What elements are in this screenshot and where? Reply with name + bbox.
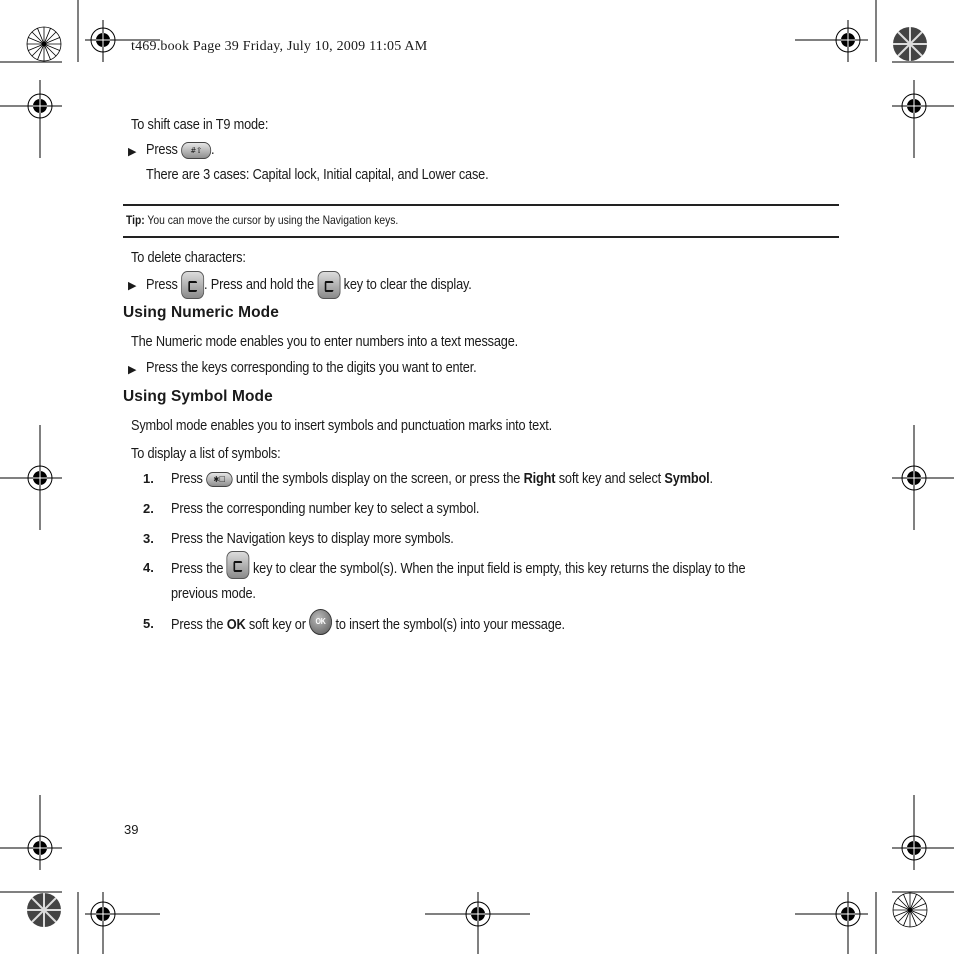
tip-box bbox=[123, 204, 839, 238]
tip-text bbox=[126, 213, 398, 227]
numeric-mode-body: The Numeric mode enables you to enter numbers into a text message. bbox=[131, 334, 518, 350]
shift-case-step bbox=[146, 141, 214, 159]
step-text: soft key or bbox=[248, 616, 306, 633]
print-header-stamp: t469.book Page 39 Friday, July 10, 2009 11:05 AM bbox=[131, 39, 428, 54]
period: . bbox=[211, 142, 215, 158]
tip-label: Tip: bbox=[126, 213, 145, 227]
step-text: Press bbox=[171, 471, 203, 487]
shift-case-intro: To shift case in T9 mode: bbox=[131, 117, 269, 133]
step-text: soft key and select bbox=[558, 471, 662, 487]
delete-step bbox=[146, 271, 472, 299]
numeric-mode-heading: Using Numeric Mode bbox=[123, 304, 279, 321]
clear-key-icon bbox=[181, 271, 204, 299]
delete-end: key to clear the display. bbox=[343, 276, 472, 293]
step-number: 5. bbox=[143, 616, 154, 631]
symbol-step-2: Press the corresponding number key to select a symbol. bbox=[171, 501, 480, 517]
symbol-step-5 bbox=[171, 615, 565, 635]
step-number: 3. bbox=[143, 531, 154, 546]
step-number: 2. bbox=[143, 501, 154, 516]
step-number: 1. bbox=[143, 471, 154, 486]
numeric-mode-step: Press the keys corresponding to the digits you want to enter. bbox=[146, 360, 477, 376]
bullet-icon: ▶ bbox=[128, 146, 137, 158]
symbol-mode-body: Symbol mode enables you to insert symbols and punctuation marks into text. bbox=[131, 418, 553, 434]
bullet-icon: ▶ bbox=[128, 364, 137, 376]
delete-middle: . Press and hold the bbox=[204, 276, 314, 293]
tip-body: You can move the cursor by using the Navigation keys. bbox=[147, 213, 399, 227]
step-text: . bbox=[709, 471, 713, 487]
clear-key-icon bbox=[227, 551, 250, 579]
ok-key-icon: OK bbox=[309, 609, 332, 635]
step-text: key to clear the symbol(s). When the input field is empty, this key returns the display to the bbox=[252, 560, 746, 577]
ok-soft-key-label: OK bbox=[226, 616, 246, 633]
symbol-mode-intro: To display a list of symbols: bbox=[131, 446, 281, 462]
bullet-icon: ▶ bbox=[128, 280, 137, 292]
step-text: Press the bbox=[171, 616, 224, 633]
step-text: to insert the symbol(s) into your message. bbox=[335, 616, 565, 633]
symbol-mode-heading: Using Symbol Mode bbox=[123, 388, 273, 405]
shift-case-cases: There are 3 cases: Capital lock, Initial capital, and Lower case. bbox=[146, 167, 489, 183]
symbol-step-4 bbox=[171, 559, 745, 579]
right-soft-key-label: Right bbox=[523, 471, 556, 487]
step-number: 4. bbox=[143, 560, 154, 575]
page-number: 39 bbox=[124, 822, 139, 837]
clear-key-icon bbox=[317, 271, 340, 299]
symbol-step-3: Press the Navigation keys to display more symbols. bbox=[171, 531, 454, 547]
delete-intro: To delete characters: bbox=[131, 250, 246, 266]
symbol-option-label: Symbol bbox=[664, 471, 710, 487]
symbol-step-4-cont: previous mode. bbox=[171, 586, 256, 602]
press-label: Press bbox=[146, 142, 178, 158]
step-text: Press the bbox=[171, 560, 224, 577]
symbol-step-1 bbox=[171, 470, 713, 488]
pound-key-icon: #⇧ bbox=[181, 142, 211, 159]
star-key-icon: ✱☐ bbox=[206, 472, 232, 487]
step-text: until the symbols display on the screen, or press the bbox=[235, 471, 521, 487]
press-label: Press bbox=[146, 276, 178, 293]
